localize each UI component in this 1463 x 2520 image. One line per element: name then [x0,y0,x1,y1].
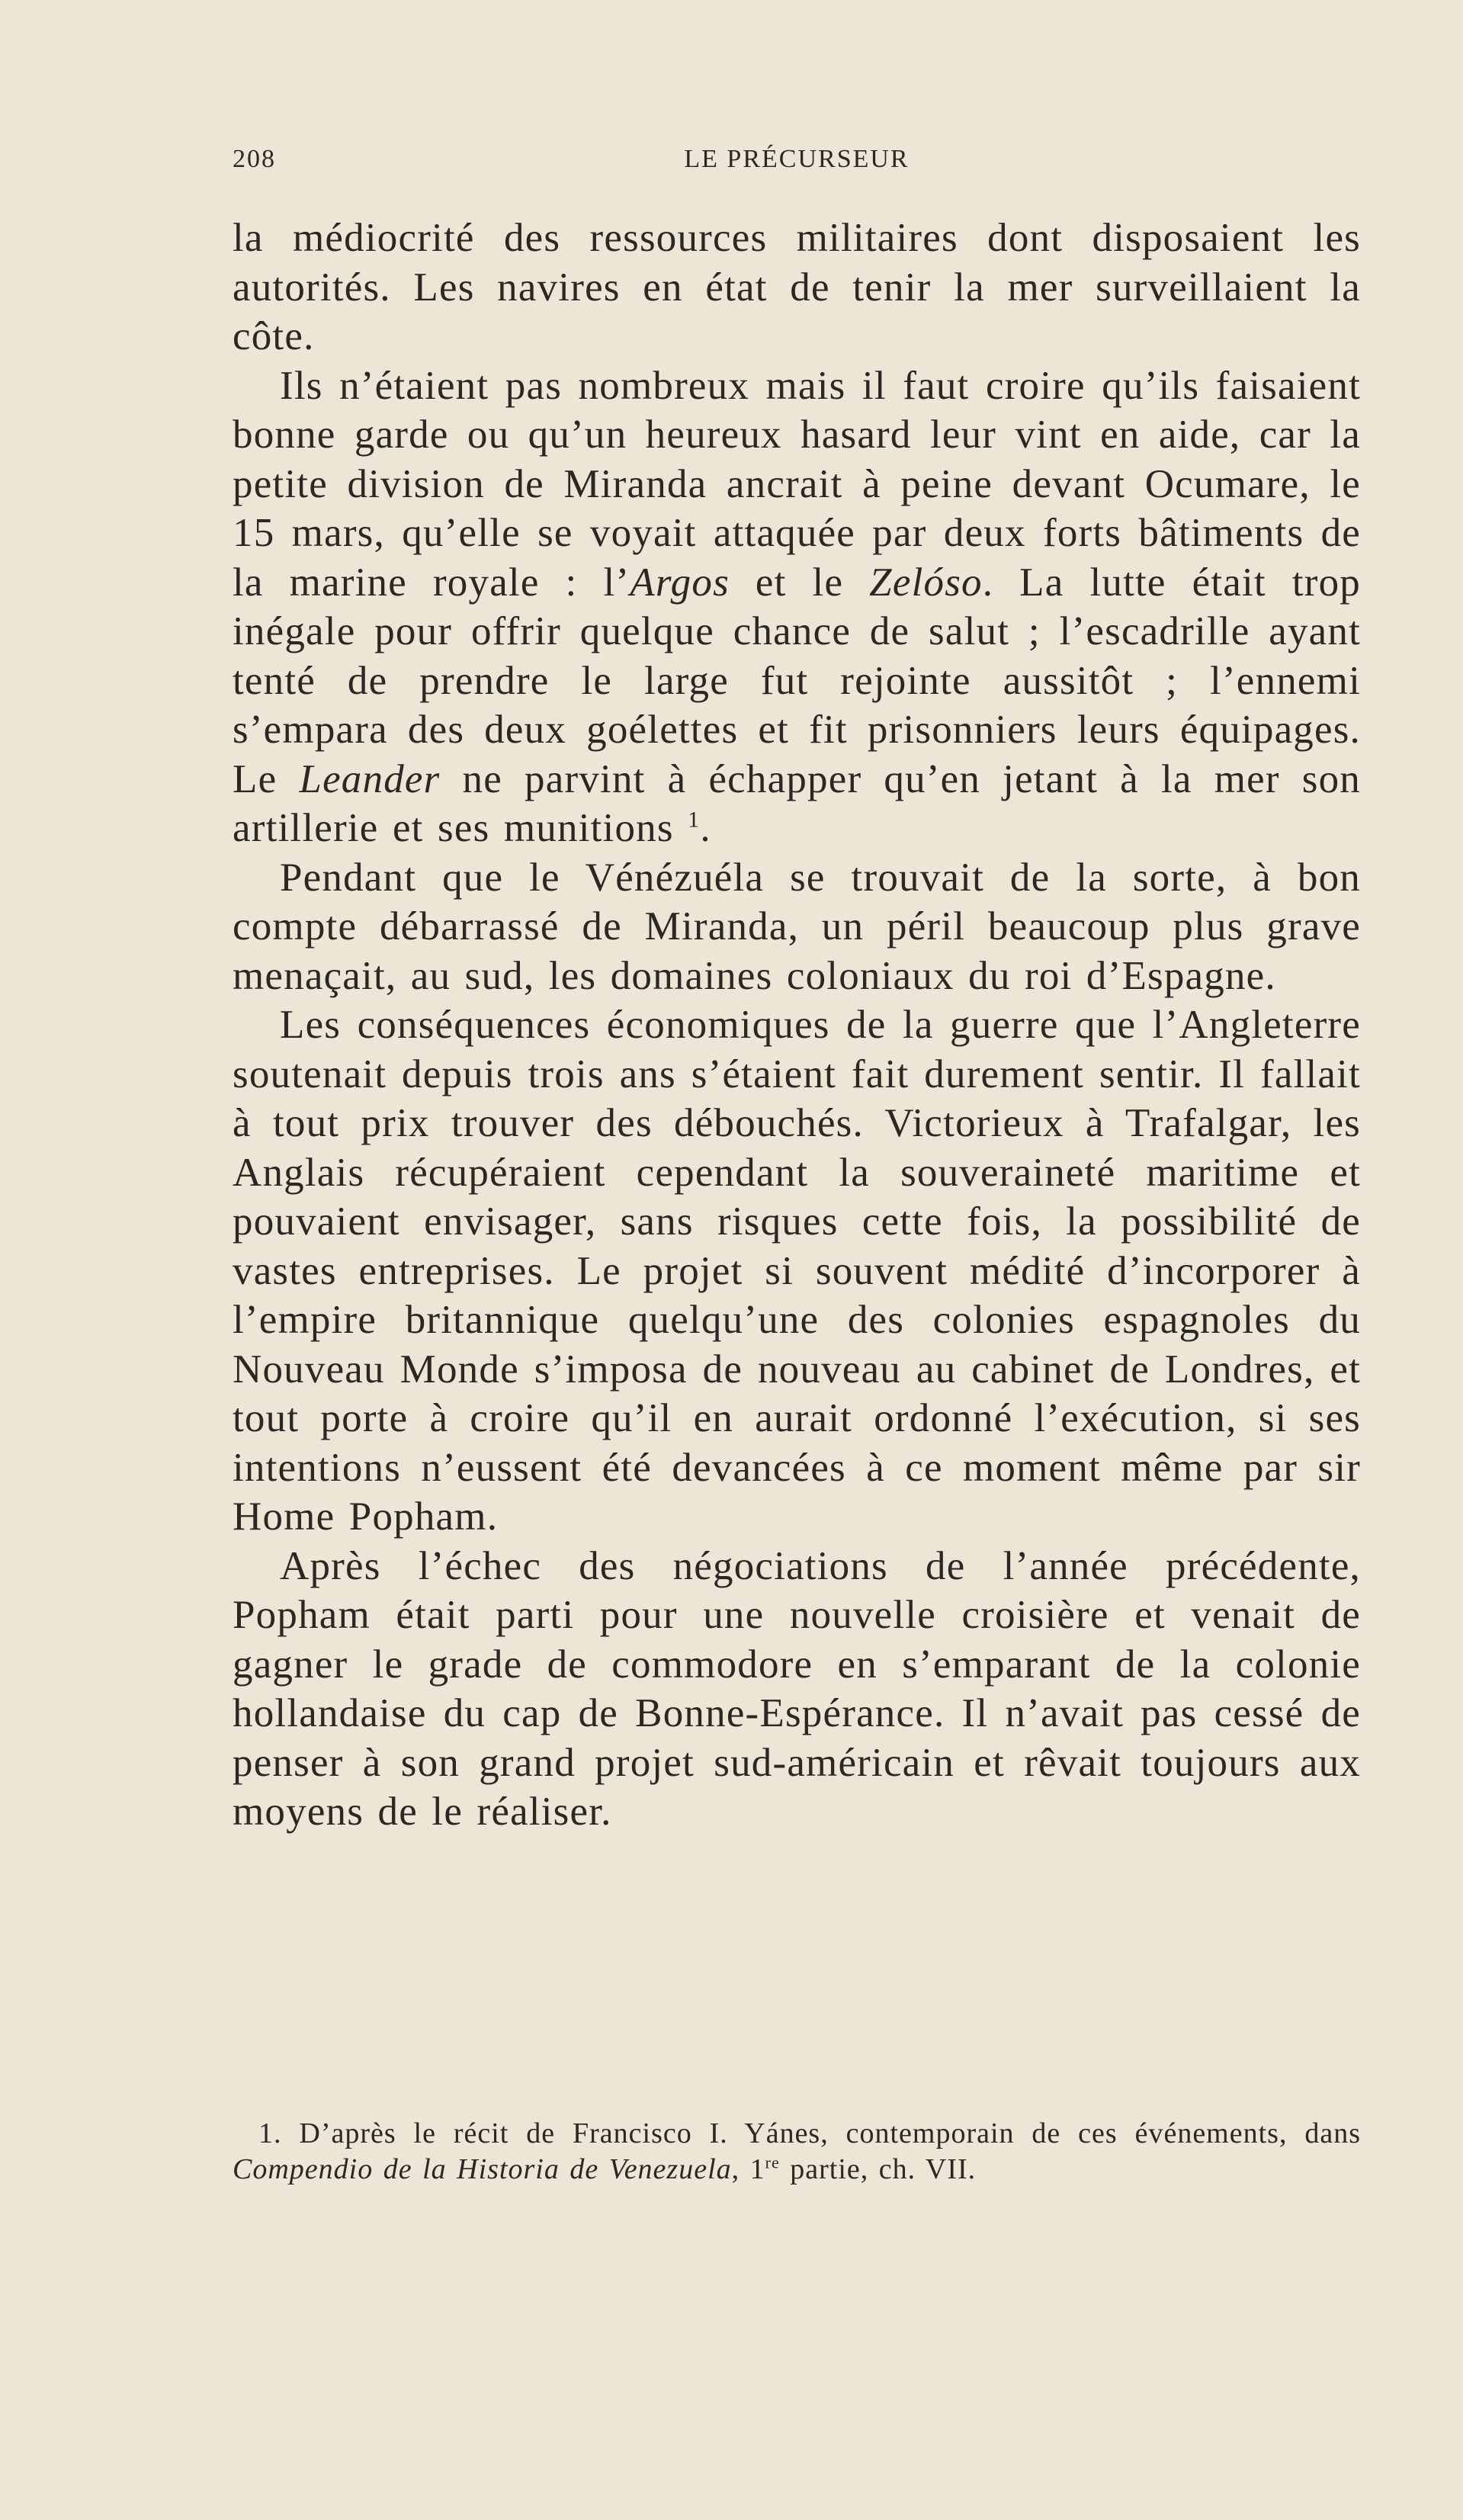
ship-name-leander: Leander [299,756,441,801]
ship-name-zeloso: Zelóso [869,560,983,605]
footnote-ordinal-superscript: re [765,2152,780,2172]
footnote-1 [233,2116,1361,2188]
footnote [233,2116,1361,2188]
page-number: 208 [233,145,276,173]
paragraph-4: Les conséquences économiques de la guerre que l’Angleterre soutenait depuis trois ans s’étaient fait durement sentir. Il fallait à tout prix trouver des débouchés. Victorieux à Trafalgar, les Anglais récupéraient cependant la souveraineté maritime et pouvaient envisager, sans risques cette fois, la possibilité de vastes entreprises. Le projet si souvent médité d’incorporer à l’empire britannique quelqu’une des colonies espagnoles du Nouveau Monde s’imposa de nouveau au cabinet de Londres, et tout porte à croire qu’il en aurait ordonné l’exécution, si ses intentions n’eussent été devancées à ce moment même par sir Home Popham. [233,1003,1361,1539]
paragraph-2-text-e: . [700,806,711,850]
paragraph-1: la médiocrité des ressources militaires dont disposaient les autorités. Les navires en état de tenir la mer surveillaient la côte. [233,216,1361,358]
ship-name-argos: Argos [630,560,730,605]
footnote-text-b: , 1 [731,2153,765,2185]
paragraph-2-text-b: et le [729,560,870,605]
paragraph-2 [233,361,1361,853]
paragraph-2-text-a: Ils n’étaient pas nombreux mais il faut croire qu’ils faisaient bonne garde ou qu’un heureux hasard leur vint en aide, car la petite division de Miranda ancrait à peine devant Ocumare, le 15 mars, qu’elle se voyait attaquée par deux forts bâtiments de la marine royale : l’ [233,363,1361,605]
running-title: LE PRÉCURSEUR [684,145,910,173]
footnote-work-title: Compendio de la Historia de Venezuela [233,2153,732,2185]
paragraph-2-text-c: . La lutte était trop inégale pour offrir quelque chance de salut ; l’escadrille ayant tenté de prendre le large fut rejointe aussitôt ; l’ennemi s’empara des deux goélettes et fit prisonniers leurs équipages. Le [233,560,1361,801]
footnote-reference: 1 [688,807,701,833]
footnote-text-a: 1. D’après le récit de Francisco I. Yánes, contemporain de ces événements, dans [258,2117,1361,2149]
paragraph-2-text-d: ne parvint à échapper qu’en jetant à la mer son artillerie et ses munitions [233,756,1361,850]
running-head [233,145,1361,191]
body-text [233,213,1361,1837]
footnote-text-c: partie, ch. VII. [779,2153,977,2185]
paragraph-5: Après l’échec des négociations de l’année précédente, Popham était parti pour une nouvelle croisière et venait de gagner le grade de commodore en s’emparant de la colonie hollandaise du cap de Bonne-Espérance. Il n’avait pas cessé de penser à son grand projet sud-américain et rêvait toujours aux moyens de le réaliser. [233,1543,1361,1834]
paragraph-3: Pendant que le Vénézuéla se trouvait de la sorte, à bon compte débarrassé de Miranda, un péril beaucoup plus grave menaçait, au sud, les domaines coloniaux du roi d’Espagne. [233,855,1361,998]
